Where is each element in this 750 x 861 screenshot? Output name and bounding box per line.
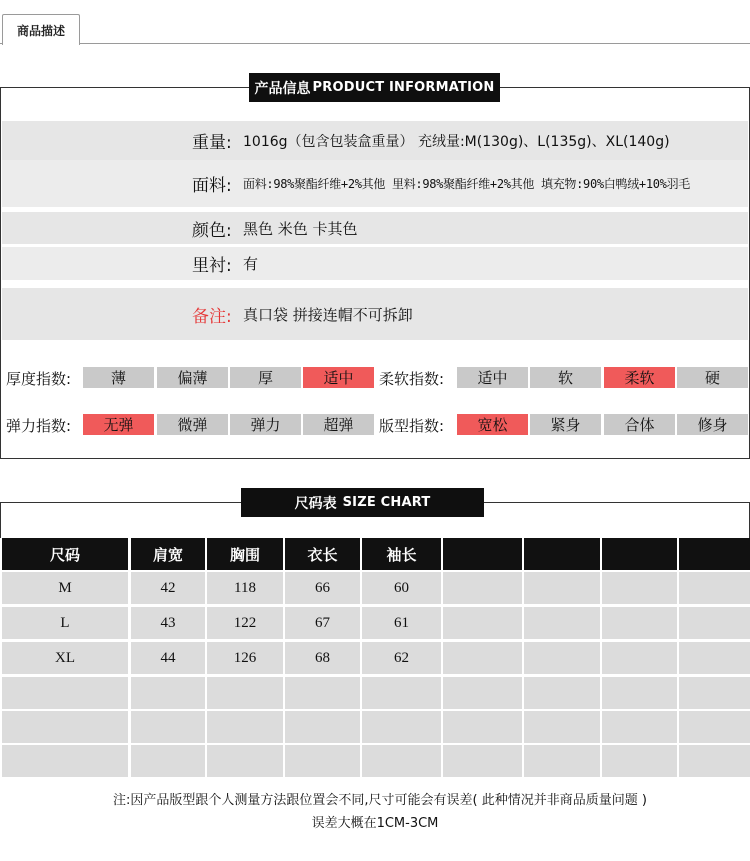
size-chart-cell-empty-2-sleeve xyxy=(362,711,441,743)
size-chart-cell-empty-3-chest xyxy=(207,745,283,777)
size-chart-border-left xyxy=(0,502,1,538)
info-value-material: 面料:98%聚酯纤维+2%其他 里料:98%聚酯纤维+2%其他 填充物:90%白鸭绒+10%羽毛 xyxy=(243,177,690,191)
size-chart-cell-empty-3-extra4 xyxy=(679,745,750,777)
softness-option-medium: 适中 xyxy=(457,367,528,388)
info-label-note: 备注: xyxy=(192,306,232,327)
size-chart-cell-empty-3-extra2 xyxy=(524,745,600,777)
size-chart-cell-m-size: M xyxy=(2,572,128,604)
footnote-line-1: 注:因产品版型跟个人测量方法跟位置会不同,尺寸可能会有误差( 此种情况并非商品质量问题 ) xyxy=(113,793,647,808)
size-chart-cell-m-length: 66 xyxy=(285,572,360,604)
thickness-label: 厚度指数: xyxy=(6,370,72,388)
fit-option-loose: 宽松 xyxy=(457,414,528,435)
size-chart-cell-xl-length: 68 xyxy=(285,642,360,674)
size-chart-cell-empty-3-extra1 xyxy=(443,745,522,777)
info-row-color xyxy=(2,212,748,244)
size-chart-cell-m-shoulder: 42 xyxy=(131,572,205,604)
tab-product-description[interactable]: 商品描述 xyxy=(2,14,80,45)
softness-option-very-soft: 柔软 xyxy=(604,367,675,388)
info-row-lining xyxy=(2,247,748,280)
size-chart-header-extra3 xyxy=(602,538,677,570)
info-row-material xyxy=(2,160,748,207)
size-chart-cell-empty-3-shoulder xyxy=(131,745,205,777)
footnote-line-2: 误差大概在1CM-3CM xyxy=(311,816,439,831)
fit-option-regular: 合体 xyxy=(604,414,675,435)
fit-label: 版型指数: xyxy=(379,417,445,435)
size-chart-cell-empty-1-extra2 xyxy=(524,677,600,709)
elasticity-option-elastic: 弹力 xyxy=(230,414,301,435)
info-label-material: 面料: xyxy=(192,176,232,196)
size-chart-cell-m-chest: 118 xyxy=(207,572,283,604)
info-value-lining: 有 xyxy=(243,255,259,273)
info-label-lining: 里衬: xyxy=(192,256,232,276)
size-chart-cell-xl-extra2 xyxy=(524,642,600,674)
size-chart-cell-empty-1-extra1 xyxy=(443,677,522,709)
size-chart-cell-l-shoulder: 43 xyxy=(131,607,205,639)
size-chart-cell-l-length: 67 xyxy=(285,607,360,639)
elasticity-option-super: 超弹 xyxy=(303,414,374,435)
elasticity-label: 弹力指数: xyxy=(6,417,72,435)
size-chart-cell-empty-2-extra2 xyxy=(524,711,600,743)
size-chart-cell-l-extra3 xyxy=(602,607,677,639)
size-chart-banner-en: SIZE CHART xyxy=(342,495,431,510)
thickness-option-thick: 厚 xyxy=(230,367,301,388)
size-chart-header-sleeve: 袖长 xyxy=(362,538,441,570)
size-chart-cell-m-extra1 xyxy=(443,572,522,604)
info-row-weight xyxy=(2,121,748,160)
product-info-banner-en: PRODUCT INFORMATION xyxy=(312,80,495,95)
size-chart-cell-empty-2-length xyxy=(285,711,360,743)
size-chart-cell-l-chest: 122 xyxy=(207,607,283,639)
thickness-option-slightly-thin: 偏薄 xyxy=(157,367,228,388)
size-chart-cell-empty-2-extra1 xyxy=(443,711,522,743)
size-chart-cell-empty-2-extra4 xyxy=(679,711,750,743)
size-chart-cell-empty-1-chest xyxy=(207,677,283,709)
size-chart-cell-empty-2-chest xyxy=(207,711,283,743)
size-chart-cell-empty-3-sleeve xyxy=(362,745,441,777)
size-chart-cell-empty-1-extra3 xyxy=(602,677,677,709)
size-chart-cell-xl-sleeve: 62 xyxy=(362,642,441,674)
size-chart-header-length: 衣长 xyxy=(285,538,360,570)
product-info-banner-cn: 产品信息 xyxy=(254,80,311,97)
size-chart-cell-l-extra1 xyxy=(443,607,522,639)
info-value-weight: 1016g（包含包装盒重量） 充绒量:M(130g)、L(135g)、XL(140g) xyxy=(243,133,670,150)
softness-label: 柔软指数: xyxy=(379,370,445,388)
size-chart-cell-xl-chest: 126 xyxy=(207,642,283,674)
size-chart-cell-empty-1-size xyxy=(2,677,128,709)
size-chart-cell-empty-1-shoulder xyxy=(131,677,205,709)
product-info-banner xyxy=(249,73,500,102)
size-chart-cell-xl-shoulder: 44 xyxy=(131,642,205,674)
info-label-color: 颜色: xyxy=(192,220,232,241)
fit-option-slim: 修身 xyxy=(677,414,748,435)
info-label-weight: 重量: xyxy=(192,133,232,153)
size-chart-header-size: 尺码 xyxy=(2,538,128,570)
size-chart-cell-empty-3-size xyxy=(2,745,128,777)
size-chart-cell-empty-1-extra4 xyxy=(679,677,750,709)
size-chart-cell-m-extra3 xyxy=(602,572,677,604)
size-chart-header-extra2 xyxy=(524,538,600,570)
size-chart-header-chest: 胸围 xyxy=(207,538,283,570)
size-chart-cell-empty-1-length xyxy=(285,677,360,709)
info-value-note: 真口袋 拼接连帽不可拆卸 xyxy=(243,305,413,324)
size-chart-cell-empty-2-extra3 xyxy=(602,711,677,743)
size-chart-cell-l-extra4 xyxy=(679,607,750,639)
size-chart-banner-cn: 尺码表 xyxy=(294,495,337,512)
size-chart-cell-empty-3-extra3 xyxy=(602,745,677,777)
size-chart-banner xyxy=(241,488,484,517)
size-chart-cell-m-extra4 xyxy=(679,572,750,604)
size-chart-cell-xl-extra3 xyxy=(602,642,677,674)
size-chart-cell-m-sleeve: 60 xyxy=(362,572,441,604)
size-chart-header-shoulder: 肩宽 xyxy=(131,538,205,570)
info-value-color: 黑色 米色 卡其色 xyxy=(243,219,358,238)
size-chart-header-extra4 xyxy=(679,538,750,570)
elasticity-option-none: 无弹 xyxy=(83,414,154,435)
size-chart-cell-xl-extra1 xyxy=(443,642,522,674)
size-chart-cell-l-size: L xyxy=(2,607,128,639)
softness-option-soft: 软 xyxy=(530,367,601,388)
tab-divider xyxy=(80,43,750,44)
info-row-note xyxy=(2,288,748,340)
product-info-border-bottom xyxy=(0,458,750,459)
size-chart-cell-empty-3-length xyxy=(285,745,360,777)
size-chart-cell-xl-size: XL xyxy=(2,642,128,674)
size-chart-cell-l-extra2 xyxy=(524,607,600,639)
size-chart-cell-m-extra2 xyxy=(524,572,600,604)
size-chart-cell-xl-extra4 xyxy=(679,642,750,674)
product-info-border-left xyxy=(0,87,1,459)
thickness-option-thin: 薄 xyxy=(83,367,154,388)
elasticity-option-slight: 微弹 xyxy=(157,414,228,435)
size-chart-cell-l-sleeve: 61 xyxy=(362,607,441,639)
softness-option-hard: 硬 xyxy=(677,367,748,388)
size-chart-cell-empty-2-shoulder xyxy=(131,711,205,743)
thickness-option-medium: 适中 xyxy=(303,367,374,388)
size-chart-cell-empty-2-size xyxy=(2,711,128,743)
size-chart-header-extra1 xyxy=(443,538,522,570)
size-chart-cell-empty-1-sleeve xyxy=(362,677,441,709)
fit-option-tight: 紧身 xyxy=(530,414,601,435)
